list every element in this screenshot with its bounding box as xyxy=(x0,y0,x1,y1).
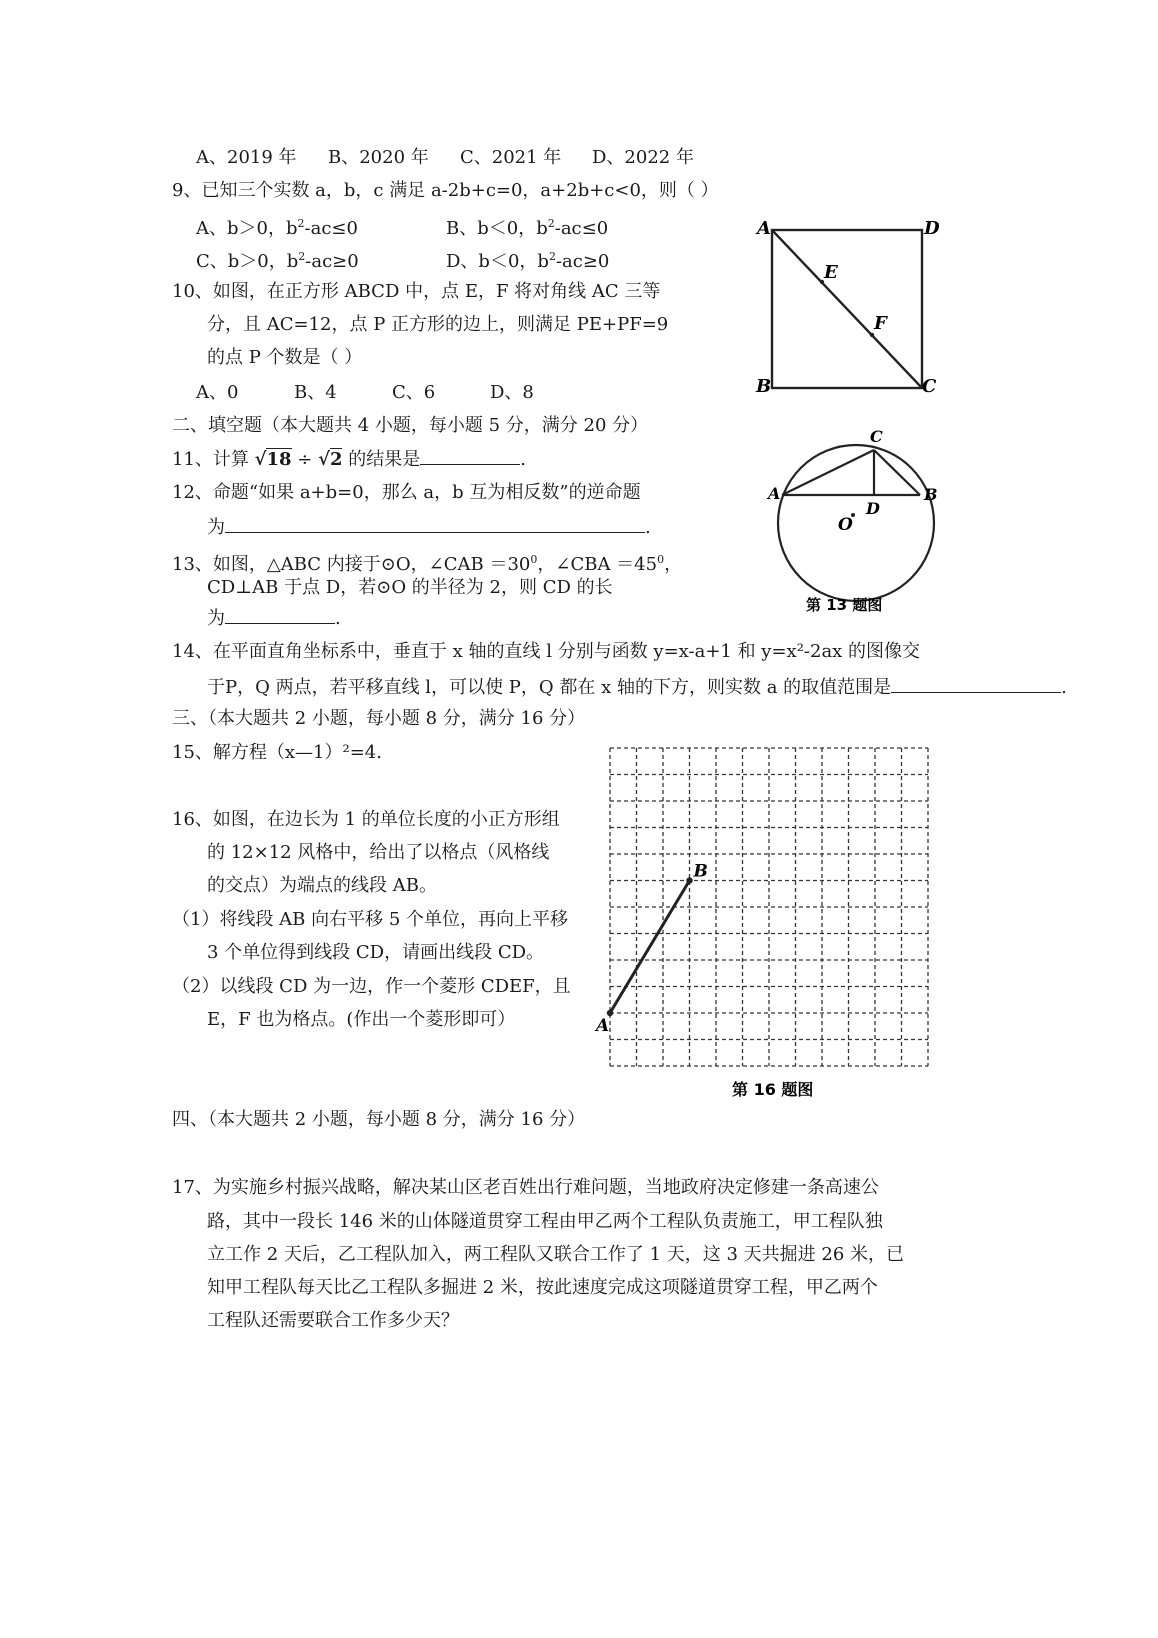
label-a: A xyxy=(596,1016,610,1036)
q12-line2: 为 . xyxy=(207,514,651,540)
q14-line2: 于P，Q 两点，若平移直线 l，可以使 P，Q 都在 x 轴的下方，则实数 a 的取值范围是 . xyxy=(207,674,1067,700)
q17-line3: 立工作 2 天后，乙工程队加入，两工程队又联合工作了 1 天，这 3 天共掘进 26 米，已 xyxy=(207,1244,905,1265)
q10-option-b: B、4 xyxy=(294,382,337,403)
q16-line2: 的 12×12 风格中，给出了以格点（风格线 xyxy=(207,842,550,863)
q10-option-d: D、8 xyxy=(490,382,534,403)
q8-options xyxy=(196,146,694,170)
grid-lines xyxy=(610,748,928,1066)
q9-stem: 9、已知三个实数 a，b，c 满足 a-2b+c=0，a+2b+c<0，则（ ） xyxy=(172,180,719,201)
label-d: D xyxy=(924,218,940,239)
q16-part2-line2: E，F 也为格点。(作出一个菱形即可） xyxy=(207,1009,516,1030)
q8-option-a: A、2019 年 xyxy=(196,147,297,168)
q17-line5: 工程队还需要联合工作多少天？ xyxy=(207,1310,459,1331)
q11-sqrt-18: √18 xyxy=(254,449,292,470)
label-b: B xyxy=(756,376,772,397)
q11-sqrt-2: √2 xyxy=(318,449,343,470)
q17-line1: 17、为实施乡村振兴战略，解决某山区老百姓出行难问题，当地政府决定修建一条高速公 xyxy=(172,1177,879,1198)
q16-line3: 的交点）为端点的线段 AB。 xyxy=(207,875,437,896)
section-4-heading: 四、（本大题共 2 小题，每小题 8 分，满分 16 分） xyxy=(172,1109,586,1130)
point-b xyxy=(686,877,692,883)
q8-option-d: D、2022 年 xyxy=(592,147,694,168)
section-2-heading: 二、填空题（本大题共 4 小题，每小题 5 分，满分 20 分） xyxy=(172,415,649,436)
q16-line1: 16、如图，在边长为 1 的单位长度的小正方形组 xyxy=(172,809,560,830)
q14-answer-blank xyxy=(891,674,1061,693)
q12-answer-blank xyxy=(225,514,645,533)
label-f: F xyxy=(874,313,887,334)
circle-o xyxy=(778,445,934,601)
q13-line2: CD⊥AB 于点 D，若⊙O 的半径为 2，则 CD 的长 xyxy=(207,577,613,598)
q9-option-c: C、b＞0，$b^2-ac\ge 0$ xyxy=(196,250,359,272)
q13-line1: 13、如图，△ABC 内接于⊙O，∠CAB $=30^0$，∠CBA $=45^0$， xyxy=(172,553,683,575)
label-d: D xyxy=(866,499,880,518)
q13-circle-figure xyxy=(766,420,956,620)
q10-line1: 10、如图，在正方形 ABCD 中，点 E，F 将对角线 AC 三等 xyxy=(172,281,661,302)
q9-option-a: A、b＞0，$b^2-ac\le 0$ xyxy=(196,217,358,239)
q10-line3: 的点 P 个数是（ ） xyxy=(207,347,363,368)
q16-figure-caption: 第 16 题图 xyxy=(732,1080,814,1099)
q9-option-d: D、b＜0，$b^2-ac\ge 0$ xyxy=(446,250,610,272)
q17-line2: 路，其中一段长 146 米的山体隧道贯穿工程由甲乙两个工程队负责施工，甲工程队独 xyxy=(207,1211,883,1232)
q10-line2: 分，且 AC=12，点 P 正方形的边上，则满足 PE+PF=9 xyxy=(207,314,669,335)
label-e: E xyxy=(824,262,838,283)
q10-options xyxy=(196,381,534,405)
q12-line1: 12、命题“如果 a+b=0，那么 a，b 互为相反数”的逆命题 xyxy=(172,482,641,503)
q13-answer-blank xyxy=(225,605,335,624)
diagonal-ac xyxy=(772,230,922,388)
q16-part1-line2: 3 个单位得到线段 CD，请画出线段 CD。 xyxy=(207,942,545,963)
q16-part2-line1: （2）以线段 CD 为一边，作一个菱形 CDEF，且 xyxy=(172,976,571,997)
q9-options-row2 xyxy=(196,245,609,274)
label-c: C xyxy=(870,427,883,446)
q16-grid-figure xyxy=(596,740,940,1105)
q16-part1-line1: （1）将线段 AB 向右平移 5 个单位，再向上平移 xyxy=(172,909,569,930)
q10-square-figure xyxy=(752,210,952,400)
q13-line3: 为 . xyxy=(207,605,341,631)
label-b: B xyxy=(924,485,938,504)
label-a: A xyxy=(768,484,781,503)
label-a: A xyxy=(757,218,771,239)
q15: 15、解方程（x—1）²=4. xyxy=(172,742,382,763)
q17-line4: 知甲工程队每天比乙工程队多掘进 2 米，按此速度完成这项隧道贯穿工程，甲乙两个 xyxy=(207,1277,878,1298)
q8-option-c: C、2021 年 xyxy=(460,147,562,168)
q11: 11、计算 √18 ÷ √2 的结果是 . xyxy=(172,446,526,472)
label-c: C xyxy=(922,376,937,397)
segment-ab xyxy=(610,881,690,1014)
q8-option-b: B、2020 年 xyxy=(328,147,429,168)
label-o: O xyxy=(838,515,853,535)
label-b: B xyxy=(693,861,708,882)
q14-line1: 14、在平面直角坐标系中，垂直于 x 轴的直线 l 分别与函数 y=x-a+1 和 y=x²-2ax 的图像交 xyxy=(172,641,921,662)
q13-figure-caption: 第 13 题图 xyxy=(806,596,883,614)
q9-option-b: B、b＜0，$b^2-ac\le 0$ xyxy=(446,217,609,239)
q9-options-row1 xyxy=(196,212,608,241)
q10-option-a: A、0 xyxy=(196,382,239,403)
section-3-heading: 三、（本大题共 2 小题，每小题 8 分，满分 16 分） xyxy=(172,708,586,729)
q10-option-c: C、6 xyxy=(392,382,436,403)
q11-answer-blank xyxy=(420,446,520,465)
